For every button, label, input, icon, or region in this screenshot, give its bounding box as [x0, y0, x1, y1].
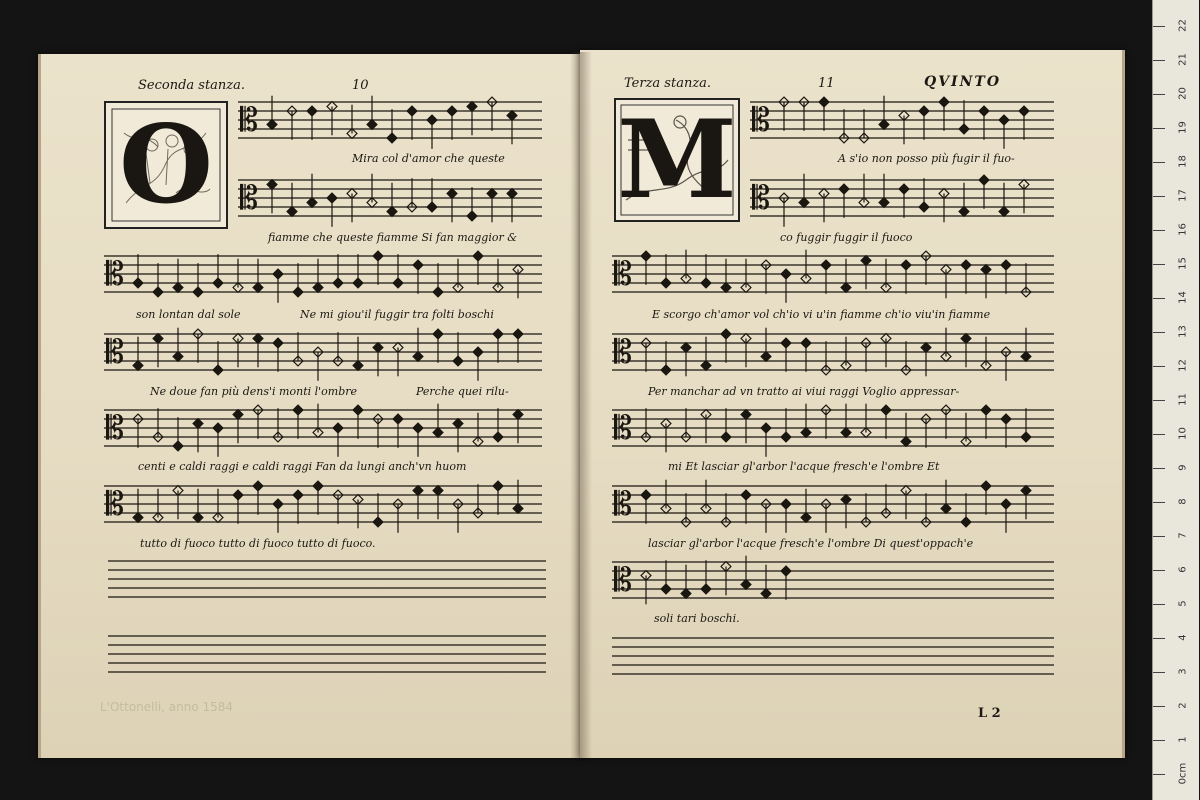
music-staff [750, 174, 1054, 227]
clef-glyph: 𝄡 [614, 332, 633, 371]
ruler-tick [1153, 604, 1165, 605]
ruler-tick [1153, 128, 1165, 129]
ruler-label: 9 [1177, 464, 1189, 471]
right-header: Terza stanza. [624, 76, 712, 91]
lyric-line: Mira col d'amor che queste [352, 152, 505, 165]
music-staff [238, 174, 542, 227]
ruler-label: 5 [1177, 600, 1189, 607]
ruler-tick [1153, 230, 1165, 231]
ruler-tick [1153, 570, 1165, 571]
ruler-label: 6 [1177, 566, 1189, 573]
ruler-tick [1153, 740, 1165, 741]
music-staff [612, 556, 800, 605]
clef-glyph: 𝄡 [240, 100, 259, 139]
ruler-tick [1153, 502, 1165, 503]
music-staff [104, 404, 542, 457]
initial-o-letter: O [118, 102, 214, 228]
music-staff [104, 328, 542, 381]
voice-part-label: QVINTO [924, 74, 1002, 90]
clef-glyph: 𝄡 [614, 408, 633, 447]
ruler-label: 21 [1177, 53, 1189, 66]
ruler-label: 1 [1177, 736, 1189, 743]
lyric-line: Ne doue fan più dens'i monti l'ombre [150, 385, 358, 398]
ruler-label: 16 [1177, 223, 1189, 236]
right-page-number: 11 [818, 76, 835, 91]
ruler-label: 10 [1177, 427, 1189, 440]
lyric-line: fiamme che queste fiamme Si fan maggior & [268, 231, 518, 244]
ruler-label: 13 [1177, 325, 1189, 338]
music-staff [612, 638, 1054, 674]
lyric-line: Perche quei rilu- [416, 385, 509, 398]
music-staff [800, 562, 1054, 598]
music-staff [108, 561, 546, 597]
clef-glyph: 𝄡 [106, 332, 125, 371]
music-staff [612, 250, 1054, 303]
ruler-tick [1153, 672, 1165, 673]
clef-glyph: 𝄡 [614, 484, 633, 523]
ruler-label: 11 [1177, 393, 1189, 406]
music-staff [612, 480, 1054, 533]
clef-glyph: 𝄡 [752, 178, 771, 217]
ruler-label: 0cm [1177, 762, 1189, 785]
clef-glyph: 𝄡 [614, 560, 633, 599]
clef-glyph: 𝄡 [240, 178, 259, 217]
ruler-tick [1153, 332, 1165, 333]
music-staff [238, 96, 542, 149]
ruler-tick [1153, 298, 1165, 299]
ruler-tick [1153, 162, 1165, 163]
ruler-tick [1153, 60, 1165, 61]
ruler-label: 18 [1177, 155, 1189, 168]
lyric-line: lasciar gl'arbor l'acque fresch'e l'ombre Di quest'oppach'e [648, 537, 974, 550]
music-staff [612, 328, 1054, 381]
ruler-label: 12 [1177, 359, 1189, 372]
lyric-line: soli tari boschi. [654, 612, 740, 625]
lyric-line: co fuggir fuggir il fuoco [780, 231, 913, 244]
ruler-label: 7 [1177, 532, 1189, 539]
clef-glyph: 𝄡 [614, 254, 633, 293]
music-staff [750, 96, 1054, 149]
clef-glyph: 𝄡 [106, 484, 125, 523]
lyric-line: A s'io non posso più fugir il fuo- [838, 152, 1015, 165]
left-header: Seconda stanza. [138, 78, 246, 93]
ruler-label: 20 [1177, 87, 1189, 100]
lyric-line: E scorgo ch'amor vol ch'io vi u'in fiamme ch'io viu'in fiamme [652, 308, 991, 321]
ruler-tick [1153, 468, 1165, 469]
measurement-ruler [1152, 0, 1199, 800]
ruler-tick [1153, 400, 1165, 401]
music-staff [612, 404, 1054, 457]
music-staff [104, 251, 542, 303]
ruler-tick [1153, 536, 1165, 537]
ruler-tick [1153, 264, 1165, 265]
lyric-line: Per manchar ad vn tratto ai viui raggi Voglio appressar- [648, 385, 960, 398]
music-staff [108, 636, 546, 672]
ruler-tick [1153, 638, 1165, 639]
music-staff [104, 480, 542, 533]
ruler-label: 2 [1177, 702, 1189, 709]
lyric-line: centi e caldi raggi e caldi raggi Fan da lungi anch'vn huom [138, 460, 467, 473]
ruler-tick [1153, 366, 1165, 367]
ruler-tick [1153, 94, 1165, 95]
clef-glyph: 𝄡 [106, 254, 125, 293]
lyric-line: mi Et lasciar gl'arbor l'acque fresch'e l'ombre Et [668, 460, 940, 473]
lyric-line: Ne mi giou'il fuggir tra folti boschi [300, 308, 494, 321]
ruler-label: 15 [1177, 257, 1189, 270]
lyric-line: son lontan dal sole [136, 308, 241, 321]
page-signature: L 2 [978, 706, 1001, 721]
left-page-number: 10 [352, 78, 369, 93]
ruler-label: 22 [1177, 19, 1189, 32]
ruler-tick [1153, 774, 1165, 775]
faint-pencil-note: L'Ottonelli, anno 1584 [100, 700, 234, 714]
ruler-tick [1153, 706, 1165, 707]
ruler-label: 8 [1177, 498, 1189, 505]
ruler-label: 14 [1177, 291, 1189, 304]
ruler-tick [1153, 26, 1165, 27]
ruler-label: 3 [1177, 668, 1189, 675]
ruler-label: 19 [1177, 121, 1189, 134]
clef-glyph: 𝄡 [752, 100, 771, 139]
clef-glyph: 𝄡 [106, 408, 125, 447]
ruler-label: 4 [1177, 634, 1189, 641]
initial-m-letter: M [617, 98, 737, 222]
lyric-line: tutto di fuoco tutto di fuoco tutto di fuoco. [140, 537, 376, 550]
ruler-tick [1153, 196, 1165, 197]
ruler-tick [1153, 434, 1165, 435]
ruler-label: 17 [1177, 189, 1189, 202]
